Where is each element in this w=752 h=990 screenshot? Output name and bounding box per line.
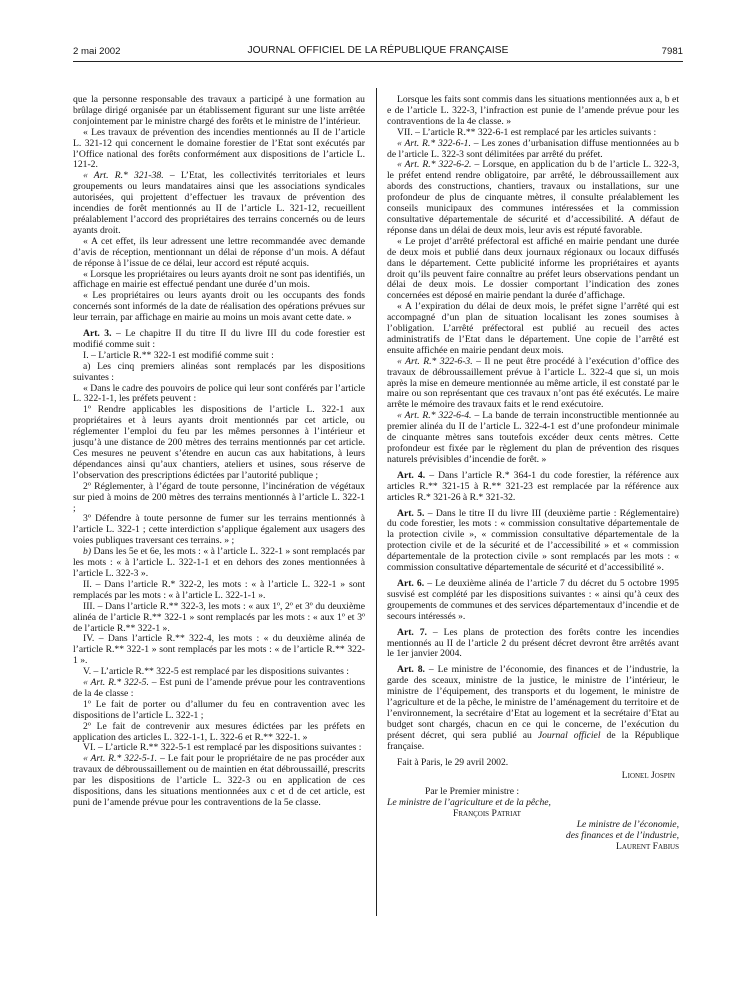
paragraph: 2º Le fait de contrevenir aux mesures édictées par les préfets en application des articles L. 322-1-1, L. 322-6 et R.** 322-1. » <box>73 720 365 743</box>
paragraph: IV. – Dans l’article R.** 322-4, les mots : « du deuxième alinéa de l’article R.** 322-1 » sont remplacés par les mots : « de l’article R.** 322-1 ». <box>73 633 365 667</box>
paragraph: V. – L’article R.** 322-5 est remplacé par les dispositions suivantes : <box>83 666 349 678</box>
article-label: « Art. R.* 321-38. <box>83 170 164 182</box>
paragraph: « Art. R.* 321-38. – L’Etat, les collectivités territoriales et leurs groupements ou leurs mandataires ainsi que les associations syndicales autorisées, qui projettent d’effectuer les travaux de prévention des incendies de forêt mentionnés au II de l’article L. 321-12, recueillent préalablement l’accord des propriétaires des terrains concernés ou de leurs ayants droit. <box>73 170 365 236</box>
right-column <box>387 95 679 853</box>
header-date: 2 mai 2002 <box>73 46 121 57</box>
article-label: Art. 3. <box>83 328 112 340</box>
paragraph: VI. – L’article R.** 322-5-1 est remplacé par les dispositions suivantes : <box>83 742 362 754</box>
paragraph: « Art. R.* 322-5-1. – Le fait pour le propriétaire de ne pas procéder aux travaux de débroussaillement ou de maintien en état débroussaillé, prescrits par les dispositions de l’article L. 322-3 ou en application de ces dispositions, dans les situations mentionnées aux c et d de cet article, est puni de l’amende prévue pour les contraventions de la 5e classe. <box>73 753 365 808</box>
paragraph: que la personne responsable des travaux a participé à une formation au brûlage dirigé organisée par un établissement figurant sur une liste arrêtée conjointement par le ministre chargé des forêts et le ministre de l’intérieur. <box>73 94 365 127</box>
paragraph: « Art. R.* 322-6-3. – Il ne peut être procédé à l’exécution d’office des travaux de débroussaillement prévue à l’article L. 322-4 que si, un mois après la mise en demeure mentionnée au même article, il est constaté par le maire ou son représentant que ces travaux n’ont pas été exécutés. Le maire arrête le mémoire des travaux faits et le rend exécutoire. <box>387 355 680 411</box>
paragraph: « Lorsque les propriétaires ou leurs ayants droit ne sont pas identifiés, un affichage en mairie est effectué pendant une durée d’un mois. <box>73 268 365 291</box>
paragraph: « Art. R.* 322-6-1. – Les zones d’urbanisation diffuse mentionnées au b de l’article L. 322-3 sont délimitées par arrêté du préfet. <box>387 137 679 160</box>
article-label: « Art. R.* 322-6-3. <box>397 355 473 367</box>
paragraph: Art. 6. – Le deuxième alinéa de l’article 7 du décret du 5 octobre 1995 susvisé est complété par les dispositions suivantes : « ainsi qu’à ceux des groupements de communes et des services départementaux d’incendie et de secours intéressés ». <box>387 577 679 622</box>
paragraph: 1º Rendre applicables les dispositions de l’article L. 322-1 aux propriétaires et à leurs ayants droit mentionnés par cet article, ou réglementer l’emploi du feu par les mêmes personnes à l’intérieur et jusqu’à une distance de 200 mètres des terrains mentionnés par cet article. Ces mesures ne peuvent s’étendre en aucun cas aux habitations, à leurs dépendances ainsi qu’aux chantiers, ateliers et usines, sous réserve de l’observation des prescriptions édictées par l’autorité publique ; <box>73 404 365 481</box>
signature-minister-name: Laurent Fabius <box>615 840 679 852</box>
header-title: JOURNAL OFFICIEL DE LA RÉPUBLIQUE FRANÇAISE <box>247 45 509 56</box>
article-label: Art. 4. <box>397 469 426 481</box>
paragraph: « Dans le cadre des pouvoirs de police qui leur sont conférés par l’article L. 322-1-1, les préfets peuvent : <box>73 382 365 405</box>
article-label: « Art. R.* 322-6-4. <box>397 410 472 422</box>
paragraph: 3º Défendre à toute personne de fumer sur les terrains mentionnés à l’article L. 322-1 ; cette interdiction s’applique également aux usagers des voies publiques traversant ces terrains. » ; <box>73 513 365 547</box>
date-line: Fait à Paris, le 29 avril 2002. <box>397 756 509 768</box>
paragraph: « Les travaux de prévention des incendies mentionnés au II de l’article L. 321-12 qui concernent le domaine forestier de l’Etat sont exécutés par l’Office national des forêts conformément aux dispositions de l’article L. 121-2. <box>73 126 365 171</box>
signature-minister-title: Le ministre de l’économie, <box>576 819 679 831</box>
paragraph: Art. 5. – Dans le titre II du livre III (deuxième partie : Réglementaire) du code forestier, les mots : « commission consultative départementale de la protection civile », « commission consultative départementale de la protection civile et de la sécurité et de l’accessibilité » et « commission départementale de la protection civile » sont remplacés par les mots : « commission consultative départementale de sécurité et d’accessibilité ». <box>387 507 680 574</box>
paragraph: a) Les cinq premiers alinéas sont remplacés par les dispositions suivantes : <box>73 360 365 383</box>
paragraph: Lorsque les faits sont commis dans les situations mentionnées aux a, b et e de l’article L. 322-3, l’infraction est punie de l’amende prévue pour les contraventions de la 4e classe. » <box>387 94 679 127</box>
signature-minister-name: François Patriat <box>453 808 521 820</box>
paragraph: « A l’expiration du délai de deux mois, le préfet signe l’arrêté qui est accompagné d’un plan de situation localisant les zones soumises à l’obligation. L’arrêté préfectoral est publié au recueil des actes administratifs de l’Etat dans le département. Une copie de l’arrêté est ensuite affichée en mairie pendant deux mois. <box>387 301 679 356</box>
page-number: 7981 <box>661 46 683 57</box>
journal-name: Journal officiel <box>537 729 601 741</box>
article-label: « Art. R.* 322-5. <box>83 677 149 689</box>
article-label: Art. 7. <box>397 626 427 638</box>
paragraph: I. – L’article R.** 322-1 est modifié comme suit : <box>83 349 274 361</box>
paragraph: « Le projet d’arrêté préfectoral est affiché en mairie pendant une durée de deux mois et publié dans deux journaux régionaux ou locaux diffusés dans le département. Cette publicité informe les propriétaires et ayants droit qu’ils peuvent faire connaître au préfet leurs observations pendant un délai de deux mois. Le dossier comportant l’indication des zones concernées est déposé en mairie pendant la durée d’affichage. <box>387 235 679 302</box>
article-label: « Art. R.* 322-6-2. <box>397 159 472 171</box>
paragraph: b) Dans les 5e et 6e, les mots : « à l’article L. 322-1 » sont remplacés par les mots : « à l’article L. 322-1-1 et en dehors des zones mentionnées à l’article L. 322-3 ». <box>73 546 365 579</box>
paragraph: « Art. R.* 322-5. – Est puni de l’amende prévue pour les contraventions de la 4e classe : <box>73 677 365 699</box>
article-label: Art. 5. <box>397 507 425 519</box>
paragraph: « Les propriétaires ou leurs ayants droit ou les occupants des fonds concernés sont informés de la date de réalisation des opérations prévues sur leur terrain, par affichage en mairie au moins un mois avant cette date. » <box>73 290 365 324</box>
paragraph: VII. – L’article R.** 322-6-1 est remplacé par les articles suivants : <box>397 126 657 138</box>
paragraph: Art. 7. – Les plans de protection des forêts contre les incendies mentionnés au II de l’article 2 du présent décret devront être arrêtés avant le 1er janvier 2004. <box>387 626 679 660</box>
item-label: b) <box>83 546 92 558</box>
column-divider <box>376 88 377 916</box>
paragraph: « A cet effet, ils leur adressent une lettre recommandée avec demande d’avis de réception, mentionnant un délai de réponse d’un mois. A défaut de réponse à l’issue de ce délai, leur accord est réputé acquis. <box>73 235 365 269</box>
paragraph: Art. 4. – Dans l’article R.* 364-1 du code forestier, la référence aux articles R.** 321-15 à R.** 321-23 est remplacée par la référence aux articles R.* 321-26 à R.* 321-32. <box>387 469 680 503</box>
paragraph: « Art. R.* 322-6-2. – Lorsque, en application du b de l’article L. 322-3, le préfet entend rendre obligatoire, par arrêté, le débroussaillement aux abords des constructions, chantiers, travaux ou installations, sur une profondeur de plus de cinquante mètres, il consulte préalablement les conseils municipaux des communes intéressées et la commission consultative départementale de sécurité et d’accessibilité. A défaut de réponse dans un délai de deux mois, leur avis est réputé favorable. <box>387 159 680 236</box>
signature-intro: Par le Premier ministre : <box>425 786 520 798</box>
page-header <box>73 44 683 60</box>
paragraph: 2º Réglementer, à l’égard de toute personne, l’incinération de végétaux sur pied à moins de 200 mètres des terrains mentionnés à l’article L. 322-1 ; <box>73 480 365 514</box>
article-label: « Art. R.* 322-5-1. <box>83 753 158 765</box>
signature-minister-title: des finances et de l’industrie, <box>565 830 679 841</box>
paragraph: Art. 8. – Le ministre de l’économie, des finances et de l’industrie, la garde des sceaux, ministre de la justice, le ministre de l’intérieur, le ministre de l’équipement, des transports et du logement, le ministre de l’agriculture et de la pêche, le ministre de l’aménagement du territoire et de l’environnement, la secrétaire d’Etat au logement et la secrétaire d’Etat au budget sont chargés, chacun en ce qui le concerne, de l’exécution du présent décret, qui sera publié au Journal officiel de la République française. <box>387 664 680 752</box>
paragraph: Art. 3. – Le chapitre II du titre II du livre III du code forestier est modifié comme suit : <box>73 328 366 350</box>
paragraph: II. – Dans l’article R.* 322-2, les mots : « à l’article L. 322-1 » sont remplacés par les mots : « à l’article L. 322-1-1 ». <box>73 578 365 601</box>
article-label: Art. 8. <box>397 664 425 676</box>
signature-prime-minister: Lionel Jospin <box>621 770 675 782</box>
signature-minister-title: Le ministre de l’agriculture et de la pêche, <box>387 797 551 809</box>
paragraph: III. – Dans l’article R.** 322-3, les mots : « aux 1º, 2º et 3º du deuxième alinéa de l’article R.** 322-1 » sont remplacés par les mots : « aux 1º et 3º de l’article R.** 322-1 ». <box>73 600 365 634</box>
left-column <box>73 95 365 809</box>
paragraph: « Art. R.* 322-6-4. – La bande de terrain inconstructible mentionnée au premier alinéa du II de l’article L. 322-4-1 est d’une profondeur minimale de cinquante mètres sans toutefois excéder deux cents mètres. Cette profondeur est fixée par le règlement du plan de prévention des risques naturels prévisibles d’incendie de forêt. » <box>387 410 679 465</box>
article-label: Art. 6. <box>397 577 425 589</box>
header-rule <box>73 61 683 62</box>
paragraph: 1º Le fait de porter ou d’allumer du feu en contravention avec les dispositions de l’article L. 322-1 ; <box>73 698 365 721</box>
article-label: « Art. R.* 322-6-1. <box>397 137 471 149</box>
